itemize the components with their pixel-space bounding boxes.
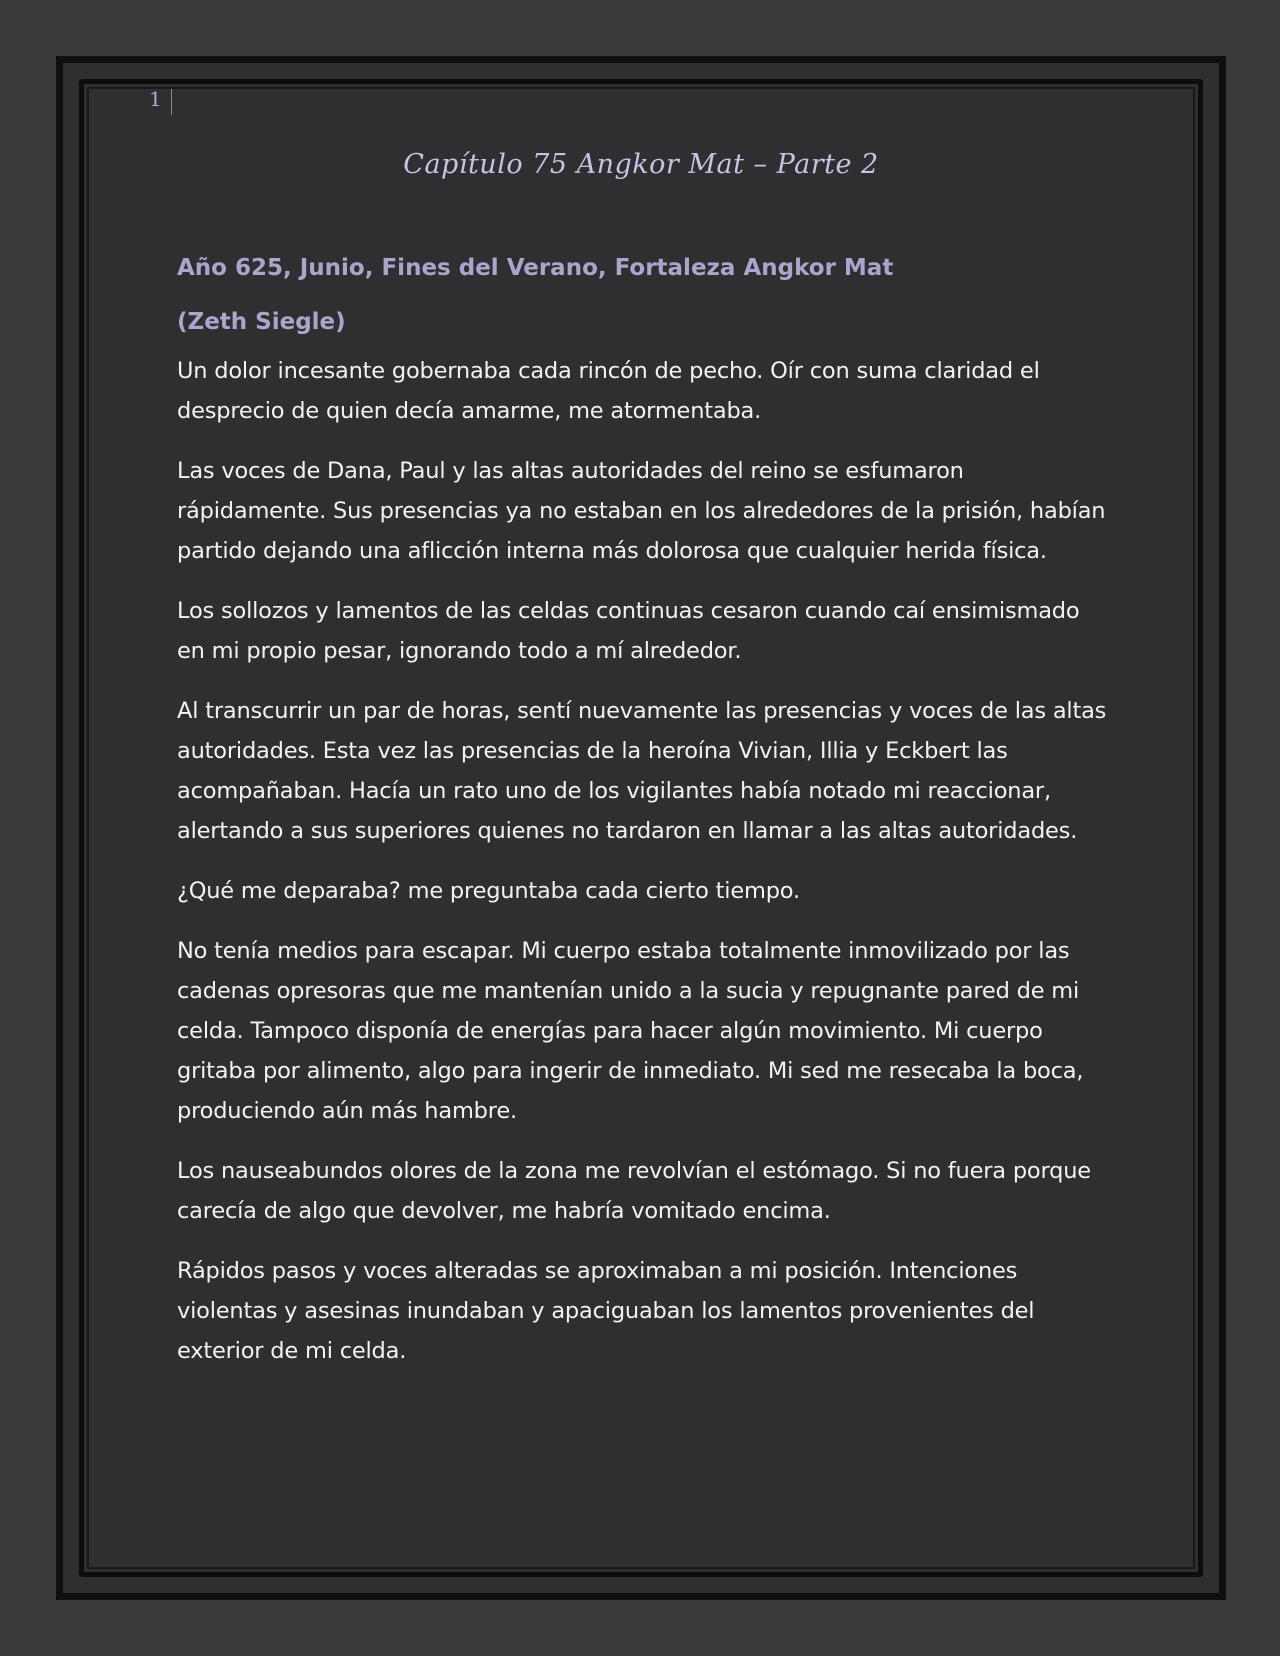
- paragraph: Al transcurrir un par de horas, sentí nuevamente las presencias y voces de las altas autoridades. Esta vez las presencias de la heroína Vivian, Illia y Eckbert las acompañaban. Hacía un rato uno de los vigilantes había notado mi reaccionar, alertando a sus superiores quienes no tardaron en llamar a las altas autoridades.: [177, 698, 1107, 844]
- paragraph: Los nauseabundos olores de la zona me revolvían el estómago. Si no fuera porque carecía de algo que devolver, me habría vomitado encima.: [177, 1158, 1091, 1224]
- paragraph: Rápidos pasos y voces alteradas se aproximaban a mi posición. Intenciones violentas y asesinas inundaban y apaciguaban los lamentos provenientes del exterior de mi celda.: [177, 1258, 1035, 1364]
- chapter-title: Capítulo 75 Angkor Mat – Parte 2: [403, 149, 879, 180]
- date-location-heading: Año 625, Junio, Fines del Verano, Fortaleza Angkor Mat: [177, 255, 894, 281]
- text-cursor: [171, 89, 172, 115]
- paragraph: Un dolor incesante gobernaba cada rincón de pecho. Oír con suma claridad el desprecio de quien decía amarme, me atormentaba.: [177, 358, 1040, 424]
- paragraph: Los sollozos y lamentos de las celdas continuas cesaron cuando caí ensimismado en mi propio pesar, ignorando todo a mí alrededor.: [177, 598, 1080, 664]
- page-content: [177, 255, 1107, 1391]
- page-number: 1: [149, 87, 162, 111]
- page-frame: [56, 56, 1226, 1600]
- paragraph: No tenía medios para escapar. Mi cuerpo estaba totalmente inmovilizado por las cadenas opresoras que me mantenían unido a la sucia y repugnante pared de mi celda. Tampoco disponía de energías para hacer algún movimiento. Mi cuerpo gritaba por alimento, algo para ingerir de inmediato. Mi sed me resecaba la boca, produciendo aún más hambre.: [177, 938, 1084, 1124]
- narrator-heading: (Zeth Siegle): [177, 309, 346, 335]
- paragraph: Las voces de Dana, Paul y las altas autoridades del reino se esfumaron rápidamente. Sus presencias ya no estaban en los alrededores de la prisión, habían partido dejando una aflicción interna más dolorosa que cualquier herida física.: [177, 458, 1106, 564]
- paragraph: ¿Qué me deparaba? me preguntaba cada cierto tiempo.: [177, 878, 800, 904]
